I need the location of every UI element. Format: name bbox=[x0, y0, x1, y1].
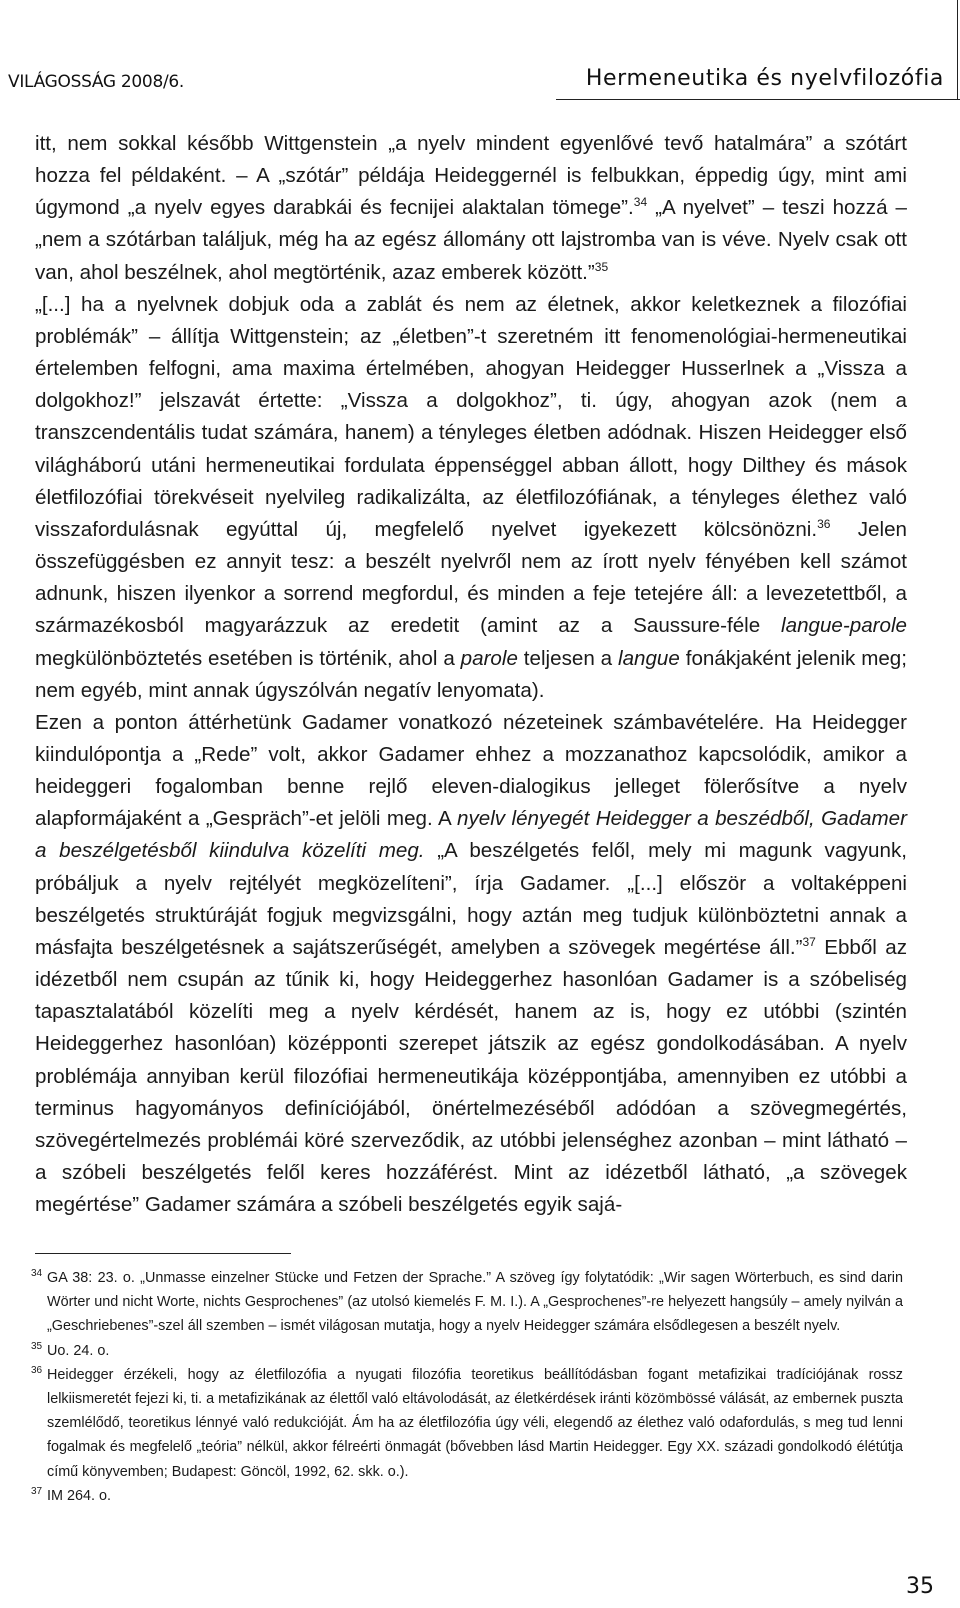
footnote-text: Uo. 24. o. bbox=[47, 1342, 110, 1359]
running-header bbox=[0, 0, 960, 104]
page-number: 35 bbox=[906, 1574, 934, 1599]
text-run: megkülönböztetés esetében is történik, ahol a bbox=[35, 646, 461, 670]
text-run: Ebből az idézetből nem csupán az tűnik ki, hogy Heideggerhez hasonlóan Gadamer is a szóbeliség tapasztalatából közelíti meg a nyelv kérdését, hanem az is, hogy ez utóbbi (szintén Heideggerhez hasonlóan) középponti szerepet játszik az egész gondolkodásában. A nyelv problémája annyiban kerül filozófiai hermeneutikája középpontjába, amennyiben ez utóbbi a terminus hagyományos definíciójából, önértelmezéséből adódóan a szövegmegértés, szövegértelmezés problémái köré szerveződik, az utóbbi jelenséghez azonban – mint látható – a szóbeli beszélgetés felől keres hozzáférést. Mint az idézetből látható, „a szövegek megértése” Gadamer számára a szóbeli beszélgetés egyik sajá- bbox=[35, 935, 907, 1217]
footnote-text: GA 38: 23. o. „Unmasse einzelner Stücke und Fetzen der Sprache.” A szöveg így folytatódik: „Wir sagen Wörterbuch, es sind darin Wörter und nicht Worte, nichts Gesprochenes” (az utolsó kiemelés F. M. I.). A „Gesprochenes”-re helyezett hangsúly – amely nyilván a „Geschriebenes”-szel áll szemben – ismét világosan mutatja, hogy a nyelv Heidegger számára elsődlegesen a beszélt nyelv. bbox=[47, 1270, 903, 1335]
footnote-ref-34[interactable]: 34 bbox=[633, 195, 648, 210]
paragraph-3 bbox=[35, 707, 907, 1222]
footnote-ref-36[interactable]: 36 bbox=[817, 517, 831, 532]
text-run: „[...] ha a nyelvnek dobjuk oda a zablát és nem az életnek, akkor keletkeznek a filozófiai problémák” – állítja Wittgenstein; az „életben”-t szeretném itt fenomenológiai-hermeneutikai értelemben felfogni, ama maxima értelmében, ahogyan Heidegger Husserlnek a „Vissza a dolgokhoz!” jelszavát értette: „Vissza a dolgokhoz”, ti. úgy, ahogyan azok (nem a transzcendentális tudat számára, hanem) a tényleges életben adódnak. Hiszen Heidegger első világháború utáni hermeneutikai fordulata éppenséggel abban állott, hogy Dilthey és mások életfilozófiai törekvéseit nyelvileg radikalizálta, az életfilozófiának, a tényleges élethez való visszafordulásnak egyúttal új, megfelelő nyelvet igyekezett kölcsönözni. bbox=[35, 292, 907, 541]
footnote-text: Heidegger érzékeli, hogy az életfilozófia a nyugati filozófia teoretikus beállítódásban fogant metafizikai tradíciójának rossz lelkiismeretét fejezi ki, ti. a metafizikának az élettől való eltávolodását, az életkérdések iránti közömbössé válását, az embernek puszta szemlélődő, teoretikus lénnyé való redukcióját. Ám ha az életfilozófia úgy véli, elegendő az élethez való odafordulás, s meg tud lenni fogalmak és megfelelő „teória” nélkül, akkor félreérti önmagát (bővebben lásd Martin Heidegger. Egy XX. századi gondolkodó élétútja című könyvemben; Budapest: Göncöl, 1992, 62. skk. o.). bbox=[47, 1366, 903, 1480]
footnote-ref-35[interactable]: 35 bbox=[594, 259, 609, 274]
journal-issue: VILÁGOSSÁG 2008/6. bbox=[8, 72, 185, 92]
footnote-36 bbox=[31, 1363, 903, 1484]
footnote-text: IM 264. o. bbox=[47, 1487, 111, 1504]
footnote-number: 37 bbox=[31, 1485, 43, 1497]
text-run: itt, nem sokkal később Wittgenstein „a nyelv mindent egyenlővé tevő hatalmára” a szótárt hozza fel példaként. – A „szótár” példája Heideggernél is felbukkan, éppedig úgy, mint ami úgymond „a nyelv egyes darabkái és fecnijei alaktalan tömege”. bbox=[35, 132, 907, 220]
footnote-number: 34 bbox=[31, 1268, 43, 1279]
footnote-34 bbox=[31, 1266, 903, 1339]
italic-term: langue-parole bbox=[781, 614, 907, 638]
main-text bbox=[35, 128, 907, 1221]
text-run: „A nyelvet” – teszi hozzá – „nem a szótárban találjuk, még ha az egész állomány ott lajstromba van is véve. Nyelv csak ott van, ahol beszélnek, ahol megtörténik, azaz emberek között.” bbox=[35, 196, 907, 284]
text-run: fonákjaként jelenik meg; nem egyéb, mint annak úgyszólván negatív lenyomata). bbox=[35, 646, 907, 702]
footnote-number: 36 bbox=[31, 1364, 43, 1376]
text-run: Jelen összefüggésben ez annyit tesz: a beszélt nyelvről nem az írott nyelv fényében kell számot adnunk, hiszen ilyenkor a sorrend megfordul, és minden a feje tetejére áll: a levezetettből, a származékosból magyarázzuk az eredetit (amint az a Saussure-féle bbox=[35, 517, 907, 638]
paragraph-1 bbox=[35, 128, 907, 289]
text-run: „A beszélgetés felől, mely mi magunk vagyunk, próbáljuk a nyelv rejtélyét megközelíteni”, írja Gadamer. „[...] először a voltaképpeni beszélgetés struktúráját fogjuk megvizsgálni, hogy aztán meg tudjuk különböztetni annak a másfajta beszélgetésnek a sajátszerűségét, amelyben a szövegek megértése áll.” bbox=[35, 839, 907, 959]
section-title: Hermeneutika és nyelvfilozófia bbox=[585, 66, 944, 91]
italic-term: parole bbox=[460, 646, 518, 670]
text-run: teljesen a bbox=[517, 646, 618, 670]
italic-emphasis: nyelv lényegét Heidegger a beszédből, Gadamer a beszélgetésből kiindulva közelíti meg. bbox=[35, 807, 907, 863]
header-rule bbox=[556, 99, 960, 100]
italic-term: langue bbox=[618, 646, 680, 670]
footnote-37 bbox=[31, 1484, 903, 1508]
footnotes bbox=[31, 1266, 903, 1508]
header-corner-line bbox=[957, 0, 958, 100]
footnote-number: 35 bbox=[31, 1340, 43, 1352]
footnote-ref-37[interactable]: 37 bbox=[802, 935, 816, 950]
footnote-35 bbox=[31, 1339, 903, 1363]
text-run: Ezen a ponton áttérhetünk Gadamer vonatkozó nézeteinek számbavételére. Ha Heidegger kiindulópontja a „Rede” volt, akkor Gadamer ehhez a mozzanathoz kapcsolódik, amikor a heideggeri fogalomban benne rejlő eleven-dialogikus jelleget fölerősítve a nyelv alapformájaként a „Gespräch”-et jelöli meg. A bbox=[35, 710, 907, 831]
footnote-separator bbox=[35, 1253, 291, 1254]
paragraph-2 bbox=[35, 289, 907, 707]
